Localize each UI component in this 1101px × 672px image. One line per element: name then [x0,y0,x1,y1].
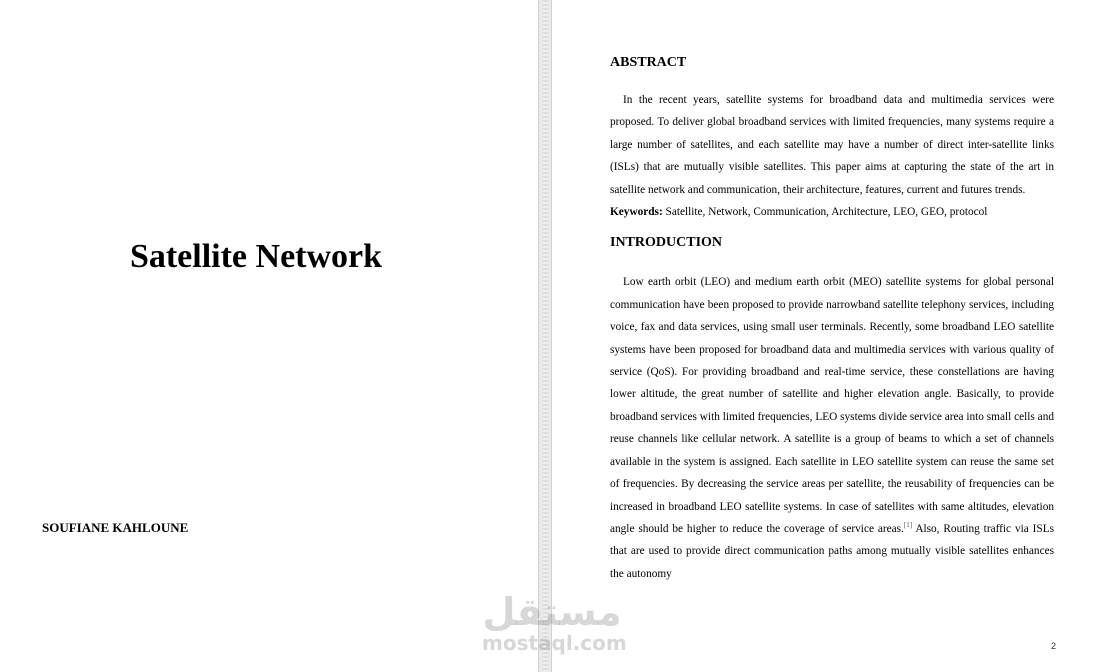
page-number: 2 [1050,641,1056,651]
watermark-arabic-text: مستقل [482,590,622,634]
right-page [552,0,1101,672]
introduction-text-part1: Low earth orbit (LEO) and medium earth orbit (MEO) satellite systems for global personal communication have been proposed to provide narrowband satellite telephony services, including voice, fax and data services, using small user terminals. Recently, some broadband LEO satellite systems have been proposed for broadband data and multimedia services with various quality of service (QoS). For providing broadband and real-time service, these constellations are having lower altitude, the great number of satellite and higher elevation angle. Basically, to provide broadband services with limited frequencies, LEO systems divide service area into small cells and reuse channels like cellular network. A satellite is a group of beams to which a set of channels available in the system is assigned. Each satellite in LEO satellite system can reuse the same set of frequencies. By decreasing the service areas per satellite, the reusability of frequencies can be increased in broadband LEO satellite systems. In case of satellites with same altitudes, elevation angle should be higher to reduce the coverage of service areas. [610,276,1054,535]
left-page [0,0,538,672]
introduction-text-part2: Also, Routing traffic via ISLs that are used to provide direct communication paths among mutually visible satellites enhances the autonomy [610,522,1054,580]
keywords-text: Satellite, Network, Communication, Architecture, LEO, GEO, protocol [662,206,988,219]
page-gutter [538,0,552,672]
document-title: Satellite Network [129,238,383,275]
gutter-divider [543,0,548,672]
watermark-latin-text: mostaql.com [482,631,627,655]
keywords-label: Keywords: [610,206,663,219]
introduction-paragraph [610,271,1054,585]
page-content [610,52,1054,585]
abstract-heading: ABSTRACT [610,55,687,70]
citation-reference[interactable]: [1] [903,521,913,530]
abstract-paragraph: In the recent years, satellite systems for broadband data and multimedia services were proposed. To deliver global broadband services with limited frequencies, many systems require a large number of satellites, and each satellite may have a number of direct inter-satellite links (ISLs) that are mutually visible satellites. This paper aims at capturing the state of the art in satellite network and communication, their architecture, features, current and futures trends. [610,94,1054,196]
author-name: SOUFIANE KAHLOUNE [42,520,189,535]
introduction-heading: INTRODUCTION [610,235,723,251]
keywords-line [610,201,1054,223]
